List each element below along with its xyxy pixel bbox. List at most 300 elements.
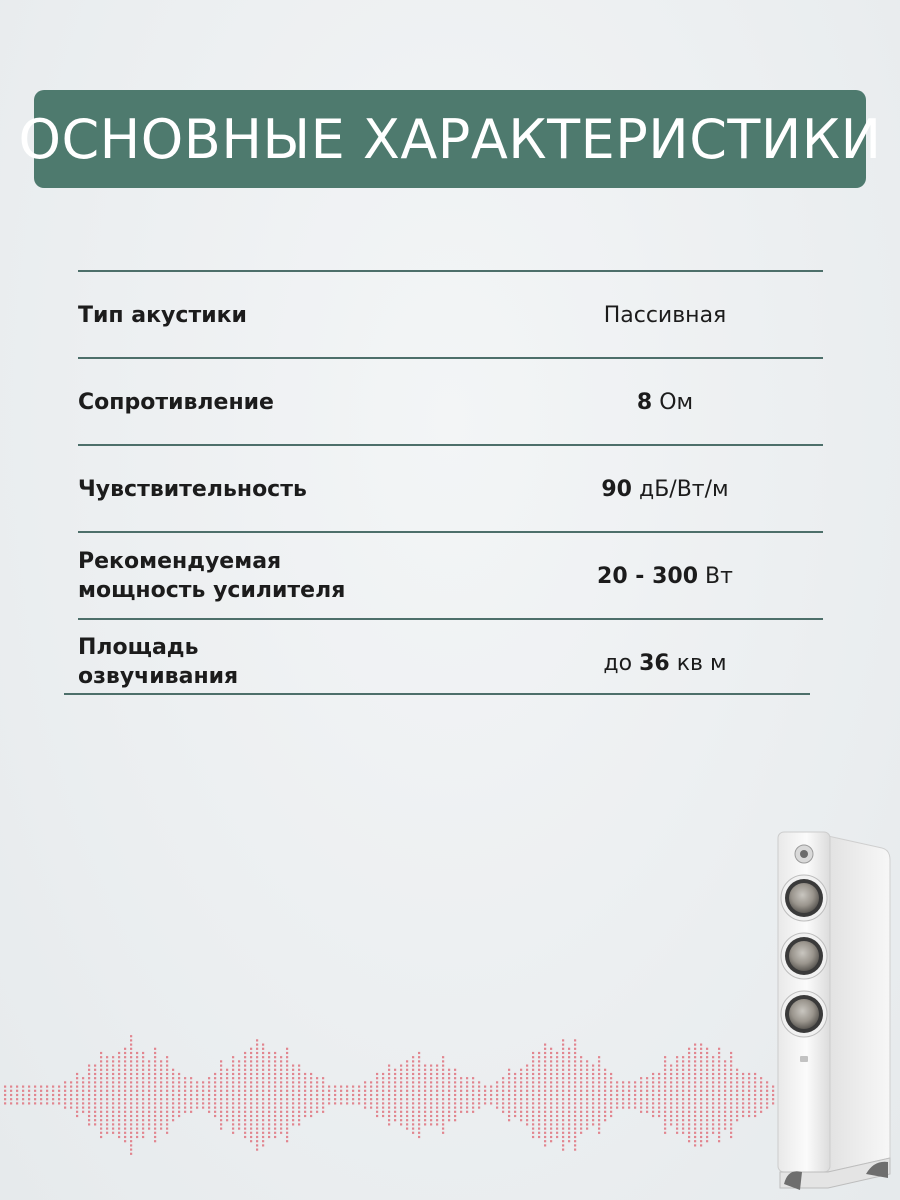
- wave-dot: [502, 1107, 504, 1109]
- wave-dot: [598, 1086, 600, 1088]
- wave-dot: [274, 1077, 276, 1079]
- wave-dot: [238, 1115, 240, 1117]
- wave-dot: [124, 1081, 126, 1083]
- wave-dot: [538, 1073, 540, 1075]
- wave-dot: [418, 1102, 420, 1104]
- wave-dot: [712, 1123, 714, 1125]
- wave-dot: [658, 1077, 660, 1079]
- wave-dot: [112, 1073, 114, 1075]
- wave-dot: [130, 1073, 132, 1075]
- wave-dot: [88, 1098, 90, 1100]
- wave-dot: [394, 1081, 396, 1083]
- wave-dot: [550, 1132, 552, 1134]
- wave-dot: [550, 1052, 552, 1054]
- wave-dot: [442, 1123, 444, 1125]
- wave-dot: [178, 1086, 180, 1088]
- wave-dot: [694, 1140, 696, 1142]
- wave-dot: [310, 1098, 312, 1100]
- wave-dot: [730, 1081, 732, 1083]
- wave-dot: [508, 1073, 510, 1075]
- wave-dot: [646, 1081, 648, 1083]
- wave-dot: [214, 1111, 216, 1113]
- wave-dot: [532, 1102, 534, 1104]
- wave-dot: [448, 1090, 450, 1092]
- wave-dot: [688, 1107, 690, 1109]
- wave-dot: [82, 1086, 84, 1088]
- wave-dot: [502, 1102, 504, 1104]
- wave-dot: [454, 1069, 456, 1071]
- wave-dot: [616, 1098, 618, 1100]
- wave-dot: [232, 1102, 234, 1104]
- wave-dot: [262, 1077, 264, 1079]
- wave-dot: [256, 1077, 258, 1079]
- wave-dot: [454, 1090, 456, 1092]
- wave-dot: [394, 1073, 396, 1075]
- wave-dot: [244, 1060, 246, 1062]
- wave-dot: [268, 1102, 270, 1104]
- wave-dot: [562, 1081, 564, 1083]
- wave-dot: [118, 1065, 120, 1067]
- wave-dot: [52, 1086, 54, 1088]
- wave-dot: [442, 1098, 444, 1100]
- wave-dot: [400, 1086, 402, 1088]
- wave-dot: [424, 1090, 426, 1092]
- wave-dot: [700, 1094, 702, 1096]
- wave-dot: [130, 1048, 132, 1050]
- wave-dot: [394, 1102, 396, 1104]
- wave-dot: [622, 1098, 624, 1100]
- wave-dot: [508, 1094, 510, 1096]
- wave-dot: [538, 1132, 540, 1134]
- wave-dot: [694, 1102, 696, 1104]
- wave-dot: [706, 1102, 708, 1104]
- wave-dot: [178, 1073, 180, 1075]
- wave-dot: [364, 1094, 366, 1096]
- wave-dot: [412, 1123, 414, 1125]
- wave-dot: [382, 1077, 384, 1079]
- wave-dot: [682, 1060, 684, 1062]
- wave-dot: [676, 1128, 678, 1130]
- wave-dot: [580, 1056, 582, 1058]
- wave-dot: [298, 1077, 300, 1079]
- wave-dot: [526, 1107, 528, 1109]
- wave-dot: [166, 1060, 168, 1062]
- wave-dot: [232, 1090, 234, 1092]
- wave-dot: [598, 1069, 600, 1071]
- wave-dot: [694, 1069, 696, 1071]
- wave-dot: [442, 1115, 444, 1117]
- wave-dot: [256, 1123, 258, 1125]
- wave-dot: [286, 1123, 288, 1125]
- wave-dot: [160, 1123, 162, 1125]
- wave-dot: [646, 1090, 648, 1092]
- wave-dot: [82, 1102, 84, 1104]
- wave-dot: [196, 1094, 198, 1096]
- wave-dot: [718, 1136, 720, 1138]
- wave-dot: [736, 1069, 738, 1071]
- wave-dot: [676, 1102, 678, 1104]
- wave-dot: [22, 1086, 24, 1088]
- wave-dot: [670, 1090, 672, 1092]
- wave-dot: [124, 1090, 126, 1092]
- wave-dot: [130, 1052, 132, 1054]
- wave-dot: [148, 1123, 150, 1125]
- wave-dot: [604, 1115, 606, 1117]
- wave-dot: [682, 1081, 684, 1083]
- wave-dot: [586, 1077, 588, 1079]
- wave-dot: [478, 1107, 480, 1109]
- wave-dot: [646, 1107, 648, 1109]
- wave-dot: [292, 1111, 294, 1113]
- wave-dot: [532, 1098, 534, 1100]
- wave-dot: [154, 1069, 156, 1071]
- wave-dot: [346, 1098, 348, 1100]
- wave-dot: [592, 1069, 594, 1071]
- wave-dot: [142, 1128, 144, 1130]
- wave-dot: [340, 1086, 342, 1088]
- wave-dot: [538, 1094, 540, 1096]
- wave-dot: [430, 1077, 432, 1079]
- wave-dot: [532, 1094, 534, 1096]
- wave-dot: [580, 1132, 582, 1134]
- wave-dot: [250, 1094, 252, 1096]
- wave-dot: [130, 1098, 132, 1100]
- wave-dot: [166, 1123, 168, 1125]
- wave-dot: [124, 1073, 126, 1075]
- wave-dot: [682, 1056, 684, 1058]
- table-divider: [78, 270, 823, 272]
- wave-dot: [154, 1081, 156, 1083]
- wave-dot: [310, 1086, 312, 1088]
- spec-value-unit: дБ/Вт/м: [638, 477, 729, 502]
- wave-dot: [52, 1090, 54, 1092]
- wave-dot: [460, 1107, 462, 1109]
- wave-dot: [178, 1098, 180, 1100]
- wave-dot: [550, 1123, 552, 1125]
- wave-dot: [244, 1065, 246, 1067]
- wave-dot: [418, 1052, 420, 1054]
- wave-dot: [394, 1111, 396, 1113]
- wave-dot: [286, 1069, 288, 1071]
- wave-dot: [100, 1111, 102, 1113]
- wave-dot: [658, 1086, 660, 1088]
- wave-dot: [124, 1077, 126, 1079]
- wave-dot: [718, 1073, 720, 1075]
- wave-dot: [142, 1069, 144, 1071]
- wave-dot: [688, 1115, 690, 1117]
- wave-dot: [508, 1102, 510, 1104]
- wave-dot: [262, 1044, 264, 1046]
- wave-dot: [694, 1060, 696, 1062]
- wave-dot: [412, 1132, 414, 1134]
- wave-dot: [172, 1077, 174, 1079]
- wave-dot: [658, 1098, 660, 1100]
- wave-dot: [112, 1128, 114, 1130]
- wave-dot: [154, 1056, 156, 1058]
- wave-dot: [64, 1094, 66, 1096]
- wave-dot: [694, 1128, 696, 1130]
- wave-dot: [148, 1111, 150, 1113]
- wave-dot: [574, 1140, 576, 1142]
- wave-dot: [304, 1111, 306, 1113]
- wave-dot: [526, 1065, 528, 1067]
- wave-dot: [724, 1090, 726, 1092]
- wave-dot: [220, 1060, 222, 1062]
- wave-dot: [700, 1056, 702, 1058]
- wave-dot: [76, 1094, 78, 1096]
- wave-dot: [694, 1098, 696, 1100]
- wave-dot: [250, 1140, 252, 1142]
- wave-dot: [748, 1081, 750, 1083]
- wave-dot: [250, 1111, 252, 1113]
- wave-dot: [166, 1086, 168, 1088]
- wave-dot: [370, 1094, 372, 1096]
- wave-dot: [460, 1111, 462, 1113]
- wave-dot: [226, 1111, 228, 1113]
- wave-dot: [580, 1111, 582, 1113]
- wave-dot: [496, 1086, 498, 1088]
- wave-dot: [388, 1098, 390, 1100]
- wave-dot: [244, 1077, 246, 1079]
- wave-dot: [742, 1090, 744, 1092]
- wave-dot: [376, 1098, 378, 1100]
- wave-dot: [574, 1090, 576, 1092]
- wave-dot: [538, 1128, 540, 1130]
- wave-dot: [220, 1065, 222, 1067]
- wave-dot: [502, 1111, 504, 1113]
- wave-dot: [562, 1132, 564, 1134]
- wave-dot: [382, 1081, 384, 1083]
- wave-dot: [148, 1060, 150, 1062]
- wave-dot: [478, 1081, 480, 1083]
- wave-dot: [256, 1098, 258, 1100]
- wave-dot: [676, 1094, 678, 1096]
- wave-dot: [394, 1115, 396, 1117]
- wave-dot: [256, 1149, 258, 1151]
- wave-dot: [34, 1102, 36, 1104]
- wave-dot: [382, 1098, 384, 1100]
- wave-dot: [580, 1094, 582, 1096]
- wave-dot: [628, 1081, 630, 1083]
- wave-dot: [136, 1052, 138, 1054]
- wave-dot: [262, 1065, 264, 1067]
- wave-dot: [280, 1102, 282, 1104]
- wave-dot: [568, 1077, 570, 1079]
- wave-dot: [220, 1090, 222, 1092]
- wave-dot: [256, 1094, 258, 1096]
- wave-dot: [208, 1102, 210, 1104]
- wave-dot: [388, 1081, 390, 1083]
- wave-dot: [274, 1123, 276, 1125]
- wave-dot: [298, 1073, 300, 1075]
- wave-dot: [166, 1090, 168, 1092]
- wave-dot: [214, 1086, 216, 1088]
- wave-dot: [118, 1069, 120, 1071]
- wave-dot: [568, 1090, 570, 1092]
- wave-dot: [316, 1090, 318, 1092]
- wave-dot: [718, 1052, 720, 1054]
- wave-dot: [106, 1107, 108, 1109]
- wave-dot: [682, 1094, 684, 1096]
- wave-dot: [124, 1052, 126, 1054]
- wave-dot: [286, 1081, 288, 1083]
- wave-dot: [394, 1086, 396, 1088]
- wave-dot: [520, 1102, 522, 1104]
- wave-dot: [268, 1119, 270, 1121]
- wave-dot: [448, 1094, 450, 1096]
- wave-dot: [400, 1115, 402, 1117]
- wave-dot: [736, 1077, 738, 1079]
- wave-dot: [694, 1111, 696, 1113]
- wave-dot: [184, 1111, 186, 1113]
- wave-dot: [520, 1069, 522, 1071]
- wave-dot: [652, 1077, 654, 1079]
- wave-dot: [322, 1107, 324, 1109]
- wave-dot: [412, 1090, 414, 1092]
- wave-dot: [598, 1065, 600, 1067]
- wave-dot: [16, 1098, 18, 1100]
- wave-dot: [574, 1069, 576, 1071]
- wave-dot: [742, 1107, 744, 1109]
- wave-dot: [22, 1094, 24, 1096]
- wave-dot: [316, 1098, 318, 1100]
- wave-dot: [94, 1111, 96, 1113]
- wave-dot: [190, 1111, 192, 1113]
- wave-dot: [580, 1090, 582, 1092]
- wave-dot: [406, 1094, 408, 1096]
- wave-dot: [664, 1102, 666, 1104]
- wave-dot: [688, 1077, 690, 1079]
- wave-dot: [4, 1102, 6, 1104]
- wave-dot: [310, 1102, 312, 1104]
- wave-dot: [154, 1060, 156, 1062]
- wave-dot: [766, 1090, 768, 1092]
- wave-dot: [736, 1102, 738, 1104]
- wave-dot: [184, 1102, 186, 1104]
- wave-dot: [160, 1081, 162, 1083]
- wave-dot: [712, 1132, 714, 1134]
- wave-dot: [160, 1119, 162, 1121]
- wave-dot: [688, 1090, 690, 1092]
- wave-dot: [100, 1119, 102, 1121]
- wave-dot: [364, 1081, 366, 1083]
- wave-dot: [682, 1123, 684, 1125]
- wave-dot: [550, 1048, 552, 1050]
- wave-dot: [562, 1090, 564, 1092]
- wave-dot: [586, 1086, 588, 1088]
- wave-dot: [28, 1098, 30, 1100]
- wave-dot: [340, 1090, 342, 1092]
- wave-dot: [730, 1136, 732, 1138]
- wave-dot: [238, 1069, 240, 1071]
- wave-dot: [304, 1081, 306, 1083]
- wave-dot: [400, 1077, 402, 1079]
- wave-dot: [592, 1107, 594, 1109]
- wave-dot: [172, 1086, 174, 1088]
- wave-dot: [562, 1044, 564, 1046]
- wave-dot: [526, 1069, 528, 1071]
- wave-dot: [562, 1056, 564, 1058]
- wave-dot: [256, 1090, 258, 1092]
- wave-dot: [208, 1107, 210, 1109]
- wave-dot: [166, 1073, 168, 1075]
- wave-dot: [58, 1102, 60, 1104]
- wave-dot: [274, 1102, 276, 1104]
- wave-dot: [130, 1044, 132, 1046]
- wave-dot: [262, 1048, 264, 1050]
- wave-dot: [700, 1052, 702, 1054]
- wave-dot: [694, 1056, 696, 1058]
- wave-dot: [298, 1081, 300, 1083]
- wave-dot: [472, 1077, 474, 1079]
- wave-dot: [172, 1111, 174, 1113]
- wave-dot: [652, 1098, 654, 1100]
- wave-dot: [238, 1086, 240, 1088]
- wave-dot: [454, 1094, 456, 1096]
- wave-dot: [610, 1073, 612, 1075]
- wave-dot: [604, 1094, 606, 1096]
- wave-dot: [736, 1107, 738, 1109]
- wave-dot: [646, 1102, 648, 1104]
- wave-dot: [562, 1115, 564, 1117]
- wave-dot: [160, 1090, 162, 1092]
- wave-dot: [586, 1111, 588, 1113]
- wave-dot: [100, 1081, 102, 1083]
- wave-dot: [568, 1119, 570, 1121]
- wave-dot: [538, 1123, 540, 1125]
- wave-dot: [538, 1077, 540, 1079]
- wave-dot: [502, 1077, 504, 1079]
- wave-dot: [730, 1107, 732, 1109]
- wave-dot: [244, 1115, 246, 1117]
- wave-dot: [274, 1069, 276, 1071]
- wave-dot: [64, 1081, 66, 1083]
- wave-dot: [100, 1077, 102, 1079]
- wave-dot: [82, 1111, 84, 1113]
- wave-dot: [586, 1123, 588, 1125]
- wave-dot: [712, 1086, 714, 1088]
- wave-dot: [538, 1098, 540, 1100]
- wave-dot: [520, 1098, 522, 1100]
- wave-dot: [238, 1123, 240, 1125]
- wave-dot: [484, 1086, 486, 1088]
- wave-dot: [388, 1086, 390, 1088]
- wave-dot: [640, 1077, 642, 1079]
- wave-dot: [694, 1073, 696, 1075]
- wave-dot: [238, 1111, 240, 1113]
- wave-dot: [40, 1086, 42, 1088]
- wave-dot: [406, 1107, 408, 1109]
- wave-dot: [250, 1123, 252, 1125]
- wave-dot: [604, 1086, 606, 1088]
- wave-dot: [280, 1115, 282, 1117]
- wave-dot: [562, 1052, 564, 1054]
- wave-dot: [688, 1128, 690, 1130]
- wave-dot: [94, 1069, 96, 1071]
- wave-dot: [658, 1111, 660, 1113]
- title-banner: [18, 90, 882, 188]
- wave-dot: [724, 1123, 726, 1125]
- wave-dot: [418, 1136, 420, 1138]
- wave-dot: [682, 1119, 684, 1121]
- wave-dot: [412, 1115, 414, 1117]
- spec-label: Сопротивление: [78, 390, 274, 415]
- wave-dot: [112, 1094, 114, 1096]
- spec-label: Тип акустики: [78, 303, 247, 328]
- wave-dot: [712, 1111, 714, 1113]
- wave-dot: [664, 1073, 666, 1075]
- wave-dot: [118, 1090, 120, 1092]
